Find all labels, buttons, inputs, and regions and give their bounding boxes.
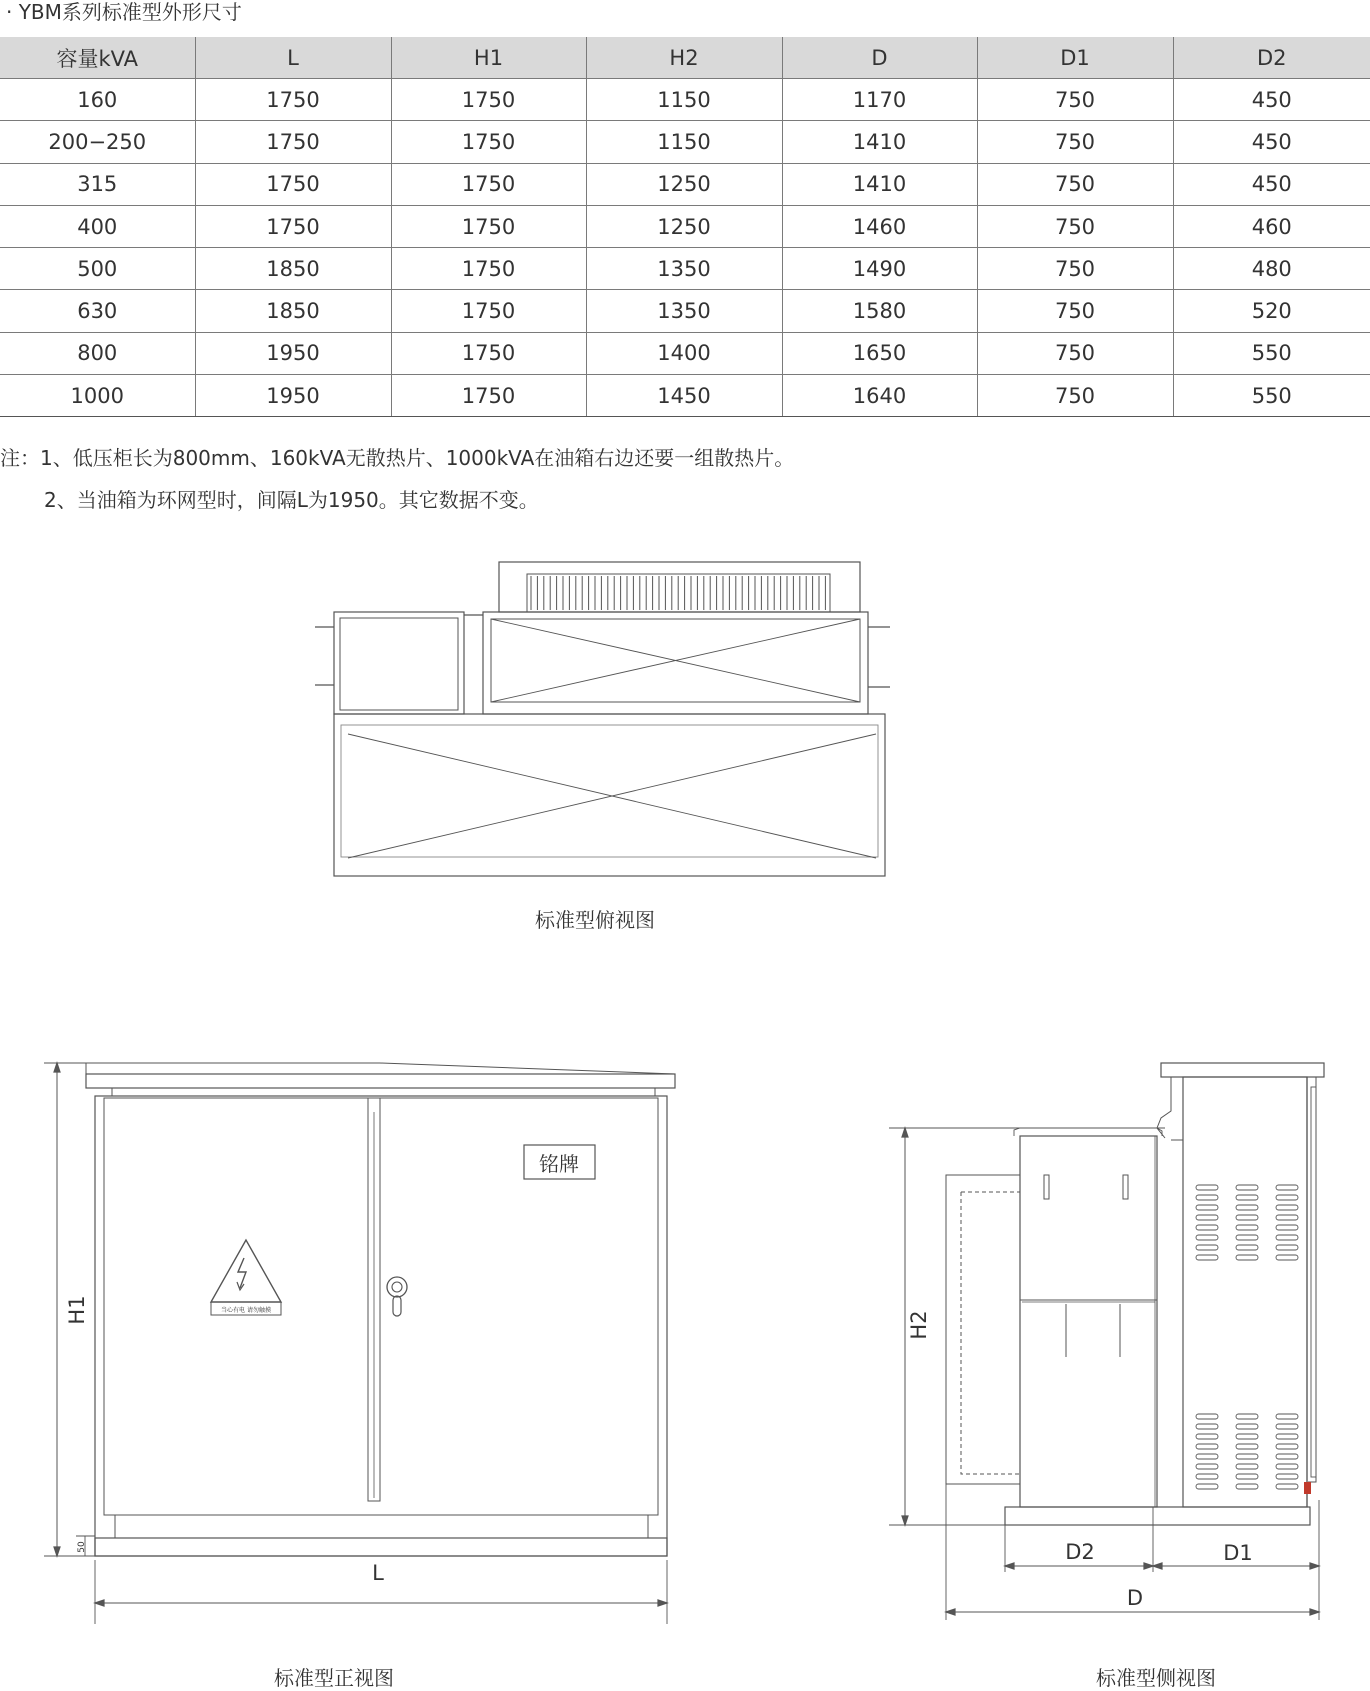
cell-h2: 1350: [586, 290, 782, 332]
cell-l: 1750: [195, 121, 391, 163]
cell-d2: 450: [1173, 121, 1370, 163]
cell-d: 1410: [782, 163, 977, 205]
top-view-caption: 标准型俯视图: [535, 908, 655, 932]
column-header-capacity: 容量kVA: [0, 37, 195, 79]
h1-label: H1: [65, 1295, 89, 1325]
column-header-h1: H1: [391, 37, 586, 79]
side-view-drawing: [889, 1063, 1324, 1620]
column-header-d2: D2: [1173, 37, 1370, 79]
cell-d2: 550: [1173, 332, 1370, 374]
warning-sign-icon: [211, 1240, 281, 1302]
cell-h2: 1150: [586, 121, 782, 163]
side-view-caption: 标准型侧视图: [1096, 1666, 1216, 1690]
cell-d2: 450: [1173, 79, 1370, 121]
cell-capacity: 1000: [0, 375, 195, 417]
cell-d2: 450: [1173, 163, 1370, 205]
door-lock-icon: [387, 1277, 407, 1297]
cell-h1: 1750: [391, 290, 586, 332]
cell-l: 1950: [195, 332, 391, 374]
front-view-caption: 标准型正视图: [274, 1666, 394, 1690]
column-header-d: D: [782, 37, 977, 79]
cell-capacity: 400: [0, 205, 195, 247]
cell-l: 1750: [195, 205, 391, 247]
cell-h1: 1750: [391, 375, 586, 417]
column-header-d1: D1: [977, 37, 1173, 79]
cell-d: 1460: [782, 205, 977, 247]
cell-h1: 1750: [391, 163, 586, 205]
cell-d1: 750: [977, 163, 1173, 205]
cell-capacity: 630: [0, 290, 195, 332]
h2-label: H2: [907, 1310, 931, 1340]
d2-label: D2: [1065, 1540, 1095, 1564]
cell-d1: 750: [977, 248, 1173, 290]
page-title: · YBM系列标准型外形尺寸: [6, 0, 242, 24]
cell-capacity: 160: [0, 79, 195, 121]
cell-d1: 750: [977, 290, 1173, 332]
cell-d: 1580: [782, 290, 977, 332]
cell-d: 1490: [782, 248, 977, 290]
front-view-drawing: [44, 1063, 675, 1624]
column-header-h2: H2: [586, 37, 782, 79]
note-2: 2、当油箱为环网型时，间隔L为1950。其它数据不变。: [44, 488, 539, 512]
cell-h2: 1350: [586, 248, 782, 290]
cell-d1: 750: [977, 375, 1173, 417]
cell-d2: 550: [1173, 375, 1370, 417]
cell-d2: 480: [1173, 248, 1370, 290]
cell-l: 1850: [195, 290, 391, 332]
cell-d1: 750: [977, 205, 1173, 247]
l-label: L: [372, 1561, 384, 1585]
cell-h2: 1150: [586, 79, 782, 121]
cell-d1: 750: [977, 332, 1173, 374]
d-label: D: [1126, 1586, 1144, 1610]
cell-d: 1640: [782, 375, 977, 417]
cell-h1: 1750: [391, 248, 586, 290]
nameplate-label: 铭牌: [539, 1152, 579, 1176]
cell-h1: 1750: [391, 332, 586, 374]
cell-l: 1950: [195, 375, 391, 417]
cell-capacity: 200−250: [0, 121, 195, 163]
cell-d: 1170: [782, 79, 977, 121]
cell-h2: 1250: [586, 205, 782, 247]
cell-h2: 1400: [586, 332, 782, 374]
cell-d2: 460: [1173, 205, 1370, 247]
cell-h2: 1450: [586, 375, 782, 417]
cell-l: 1750: [195, 163, 391, 205]
cell-capacity: 315: [0, 163, 195, 205]
cell-h1: 1750: [391, 121, 586, 163]
cell-l: 1750: [195, 79, 391, 121]
cell-capacity: 500: [0, 248, 195, 290]
cell-d1: 750: [977, 121, 1173, 163]
d1-label: D1: [1223, 1541, 1253, 1565]
cell-h2: 1250: [586, 163, 782, 205]
note-1: 注：1、低压柜长为800mm、160kVA无散热片、1000kVA在油箱右边还要一组散热片。: [0, 446, 795, 470]
cell-d: 1410: [782, 121, 977, 163]
column-header-l: L: [195, 37, 391, 79]
cell-h1: 1750: [391, 79, 586, 121]
cell-l: 1850: [195, 248, 391, 290]
cell-d1: 750: [977, 79, 1173, 121]
cell-d2: 520: [1173, 290, 1370, 332]
cell-h1: 1750: [391, 205, 586, 247]
base-height-label: 50: [77, 1541, 87, 1553]
warning-label: 当心有电 请勿触摸: [221, 1307, 271, 1314]
cell-d: 1650: [782, 332, 977, 374]
top-view-drawing: [315, 562, 890, 876]
cell-capacity: 800: [0, 332, 195, 374]
